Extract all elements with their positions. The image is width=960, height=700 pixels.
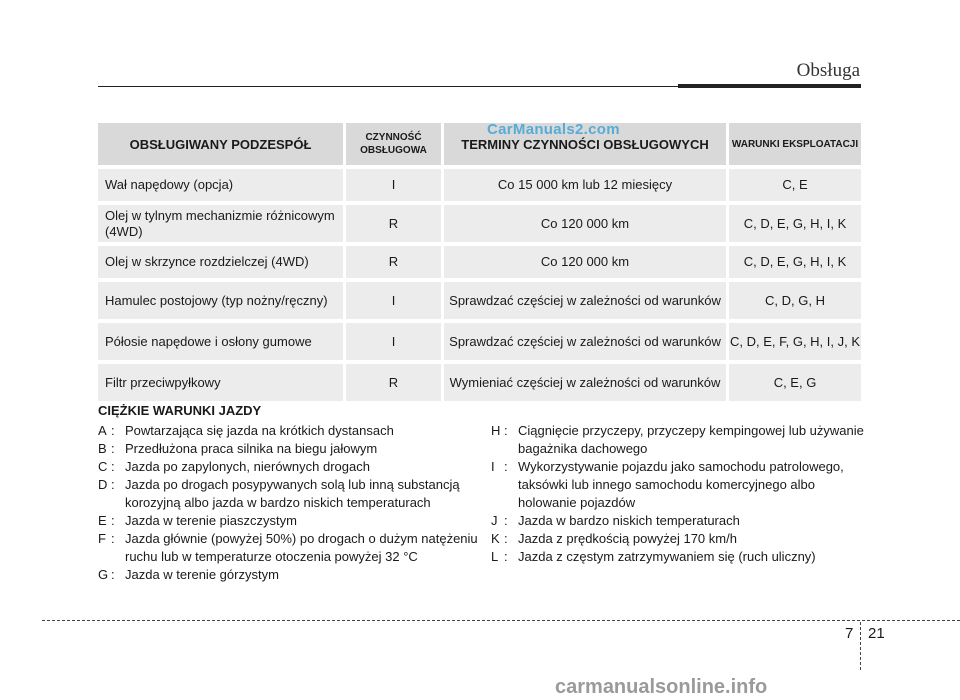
- cell-action: I: [343, 169, 441, 201]
- footer-rule: [42, 620, 960, 621]
- condition-item: G : Jazda w terenie górzystym: [98, 566, 478, 584]
- condition-letter: K: [491, 531, 500, 546]
- table-row: [98, 323, 861, 360]
- cell-action: R: [343, 205, 441, 242]
- condition-letter: D: [98, 477, 108, 492]
- cell-component: Hamulec postojowy (typ nożny/ręczny): [98, 282, 343, 319]
- condition-text: Przedłużona praca silnika na biegu jałowym: [125, 441, 378, 456]
- cell-interval: Co 120 000 km: [441, 246, 726, 278]
- cell-action: R: [343, 246, 441, 278]
- condition-text: Jazda po drogach posypywanych solą lub inną substancją korozyjną albo jazda w bardzo niskich temperaturach: [125, 477, 460, 510]
- condition-item: A : Powtarzająca się jazda na krótkich dystansach: [98, 422, 478, 440]
- table-row: [98, 246, 861, 278]
- condition-item: J : Jazda w bardzo niskich temperaturach: [491, 512, 866, 530]
- watermark-bottom: carmanualsonline.info: [555, 676, 768, 698]
- cell-interval: Co 120 000 km: [441, 205, 726, 242]
- header-interval: TERMINY CZYNNOŚCI OBSŁUGOWYCH: [441, 123, 726, 165]
- condition-letter: J: [491, 513, 498, 528]
- condition-item: F : Jazda głównie (powyżej 50%) po drogach o dużym natężeniu ruchu lub w temperaturze otoczenia powyżej 32 °C: [98, 531, 478, 564]
- cell-action: I: [343, 323, 441, 360]
- cell-interval: Wymieniać częściej w zależności od warunków: [441, 364, 726, 401]
- cell-interval: Sprawdzać częściej w zależności od warunków: [441, 282, 726, 319]
- condition-item: E : Jazda w terenie piaszczystym: [98, 512, 478, 530]
- condition-text: Wykorzystywanie pojazdu jako samochodu patrolowego, taksówki lub innego samochodu komercyjnego albo holowanie pojazdów: [518, 459, 844, 510]
- cell-component: Wał napędowy (opcja): [98, 169, 343, 201]
- cell-conditions: C, E, G: [726, 364, 861, 401]
- condition-letter: G: [98, 567, 109, 582]
- cell-interval: Sprawdzać częściej w zależności od warunków: [441, 323, 726, 360]
- table-header-row: [98, 123, 861, 165]
- table-row: [98, 169, 861, 201]
- table-row: [98, 364, 861, 401]
- watermark-top: CarManuals2.com: [487, 121, 620, 138]
- conditions-right-column: [491, 422, 866, 566]
- conditions-left-column: [98, 402, 478, 584]
- cell-component: Filtr przeciwpyłkowy: [98, 364, 343, 401]
- cell-conditions: C, D, G, H: [726, 282, 861, 319]
- condition-letter: H: [491, 423, 501, 438]
- condition-letter: C: [98, 459, 108, 474]
- condition-item: B : Przedłużona praca silnika na biegu jałowym: [98, 440, 478, 458]
- section-title: Obsługa: [796, 60, 860, 81]
- cell-conditions: C, D, E, F, G, H, I, J, K: [726, 323, 861, 360]
- condition-item: C : Jazda po zapylonych, nierównych drogach: [98, 458, 478, 476]
- condition-letter: B: [98, 441, 107, 456]
- page-number: 21: [868, 625, 885, 642]
- condition-item: I : Wykorzystywanie pojazdu jako samochodu patrolowego, taksówki lub innego samochodu komercyjnego albo holowanie pojazdów: [491, 458, 866, 512]
- cell-conditions: C, D, E, G, H, I, K: [726, 246, 861, 278]
- condition-item: L : Jazda z częstym zatrzymywaniem się (ruch uliczny): [491, 548, 866, 566]
- condition-item: D : Jazda po drogach posypywanych solą lub inną substancją korozyjną albo jazda w bardzo niskich temperaturach: [98, 476, 478, 512]
- condition-text: Powtarzająca się jazda na krótkich dystansach: [125, 423, 394, 438]
- condition-text: Jazda w terenie piaszczystym: [125, 513, 297, 528]
- table-row: [98, 282, 861, 319]
- condition-text: Jazda po zapylonych, nierównych drogach: [125, 459, 370, 474]
- conditions-heading: CIĘŻKIE WARUNKI JAZDY: [98, 403, 262, 418]
- cell-action: R: [343, 364, 441, 401]
- chapter-number: 7: [845, 625, 854, 642]
- header-rule: [98, 86, 678, 87]
- page-number-divider: [860, 622, 861, 670]
- maintenance-table: [98, 119, 861, 405]
- condition-item: H : Ciągnięcie przyczepy, przyczepy kempingowej lub używanie bagażnika dachowego: [491, 422, 866, 458]
- condition-text: Jazda z prędkością powyżej 170 km/h: [518, 531, 737, 546]
- condition-text: Jazda w bardzo niskich temperaturach: [518, 513, 740, 528]
- header-bar: [678, 84, 861, 88]
- cell-component: Olej w skrzynce rozdzielczej (4WD): [98, 246, 343, 278]
- cell-component: Olej w tylnym mechanizmie różnicowym (4WD): [98, 205, 343, 242]
- header-component: OBSŁUGIWANY PODZESPÓŁ: [98, 123, 343, 165]
- condition-letter: I: [491, 459, 495, 474]
- cell-component: Półosie napędowe i osłony gumowe: [98, 323, 343, 360]
- cell-conditions: C, E: [726, 169, 861, 201]
- condition-letter: L: [491, 549, 499, 564]
- condition-letter: F: [98, 531, 106, 546]
- header-conditions: WARUNKI EKSPLOATACJI: [726, 123, 861, 165]
- cell-conditions: C, D, E, G, H, I, K: [726, 205, 861, 242]
- condition-text: Jazda z częstym zatrzymywaniem się (ruch uliczny): [518, 549, 816, 564]
- condition-text: Jazda w terenie górzystym: [125, 567, 279, 582]
- condition-text: Ciągnięcie przyczepy, przyczepy kempingowej lub używanie bagażnika dachowego: [518, 423, 864, 456]
- cell-interval: Co 15 000 km lub 12 miesięcy: [441, 169, 726, 201]
- table-row: [98, 205, 861, 242]
- header-action: CZYNNOŚĆ OBSŁUGOWA: [343, 123, 441, 165]
- condition-item: K : Jazda z prędkością powyżej 170 km/h: [491, 530, 866, 548]
- cell-action: I: [343, 282, 441, 319]
- condition-text: Jazda głównie (powyżej 50%) po drogach o dużym natężeniu ruchu lub w temperaturze otoczenia powyżej 32 °C: [125, 531, 478, 564]
- condition-letter: A: [98, 423, 107, 438]
- condition-letter: E: [98, 513, 107, 528]
